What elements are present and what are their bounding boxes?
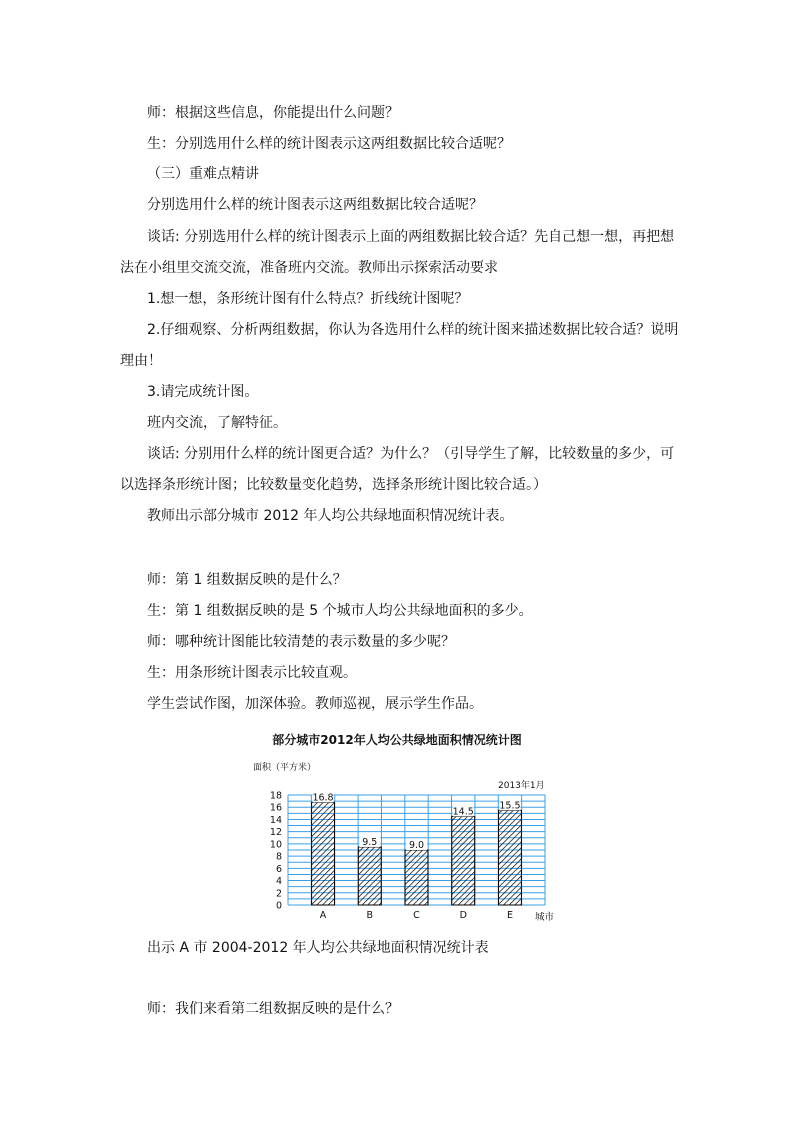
data-label: 9.0 bbox=[408, 840, 425, 851]
y-tick-label: 4 bbox=[275, 876, 282, 888]
chart-annotation: 2013年1月 bbox=[498, 781, 545, 791]
x-axis-label: 城市 bbox=[535, 912, 555, 923]
y-tick-label: 18 bbox=[269, 790, 282, 802]
text-line: 生：用条形统计图表示比较直观。 bbox=[147, 665, 357, 681]
x-tick-label: B bbox=[366, 910, 374, 921]
x-tick-label: D bbox=[459, 910, 467, 921]
y-tick-label: 6 bbox=[275, 863, 282, 875]
data-label: 14.5 bbox=[452, 806, 474, 818]
y-tick-label: 12 bbox=[269, 827, 282, 839]
list-item: 3.请完成统计图。 bbox=[147, 384, 259, 400]
bar bbox=[358, 847, 381, 905]
bar bbox=[405, 850, 428, 905]
text-line: 师：第 1 组数据反映的是什么？ bbox=[147, 572, 347, 588]
text-line: 师：哪种统计图能比较清楚的表示数量的多少呢？ bbox=[147, 634, 455, 650]
text-line: 师：我们来看第二组数据反映的是什么？ bbox=[147, 1001, 399, 1017]
text-line: 谈话: 分别用什么样的统计图更合适？为什么？（引导学生了解，比较数量的多少，可 bbox=[147, 446, 675, 462]
x-tick-label: E bbox=[506, 910, 513, 921]
x-tick-label: C bbox=[413, 910, 420, 921]
y-tick-label: 10 bbox=[269, 839, 282, 851]
bar-chart bbox=[240, 755, 580, 925]
text-line: 分别选用什么样的统计图表示这两组数据比较合适呢？ bbox=[147, 197, 483, 213]
y-tick-label: 16 bbox=[269, 802, 282, 814]
list-item: 2.仔细观察、分析两组数据，你认为各选用什么样的统计图来描述数据比较合适？说明 bbox=[147, 322, 679, 338]
data-label: 16.8 bbox=[312, 792, 334, 804]
y-tick-label: 2 bbox=[275, 888, 282, 900]
text-line: 以选择条形统计图；比较数量变化趋势，选择条形统计图比较合适。） bbox=[120, 477, 547, 493]
text-line: 生：第 1 组数据反映的是 5 个城市人均公共绿地面积的多少。 bbox=[147, 603, 533, 619]
text-line: 出示 A 市 2004-2012 年人均公共绿地面积情况统计表 bbox=[147, 940, 489, 956]
bar bbox=[452, 816, 475, 905]
text-line: 师：根据这些信息，你能提出什么问题？ bbox=[147, 105, 399, 121]
chart-title: 部分城市2012年人均公共绿地面积情况统计图 bbox=[272, 733, 522, 747]
y-tick-label: 8 bbox=[275, 851, 282, 863]
text-line: 理由！ bbox=[120, 353, 162, 369]
data-label: 15.5 bbox=[499, 800, 521, 812]
bar bbox=[499, 810, 522, 905]
y-tick-label: 0 bbox=[275, 900, 282, 912]
y-tick-label: 14 bbox=[269, 814, 282, 826]
text-line: 谈话: 分别选用什么样的统计图表示上面的两组数据比较合适？先自己想一想，再把想 bbox=[147, 229, 675, 245]
bar bbox=[312, 802, 335, 905]
text-line: 班内交流，了解特征。 bbox=[147, 415, 287, 431]
text-line: 法在小组里交流交流，准备班内交流。教师出示探索活动要求 bbox=[120, 260, 498, 276]
data-label: 9.5 bbox=[362, 836, 378, 848]
text-line: 学生尝试作图，加深体验。教师巡视，展示学生作品。 bbox=[147, 696, 483, 712]
section-heading: （三）重难点精讲 bbox=[147, 166, 259, 182]
x-tick-label: A bbox=[319, 910, 327, 921]
text-line: 生：分别选用什么样的统计图表示这两组数据比较合适呢？ bbox=[147, 136, 511, 152]
list-item: 1.想一想，条形统计图有什么特点？折线统计图呢？ bbox=[147, 291, 469, 307]
text-line: 教师出示部分城市 2012 年人均公共绿地面积情况统计表。 bbox=[147, 508, 514, 524]
y-axis-label: 面积（平方米） bbox=[253, 763, 317, 773]
